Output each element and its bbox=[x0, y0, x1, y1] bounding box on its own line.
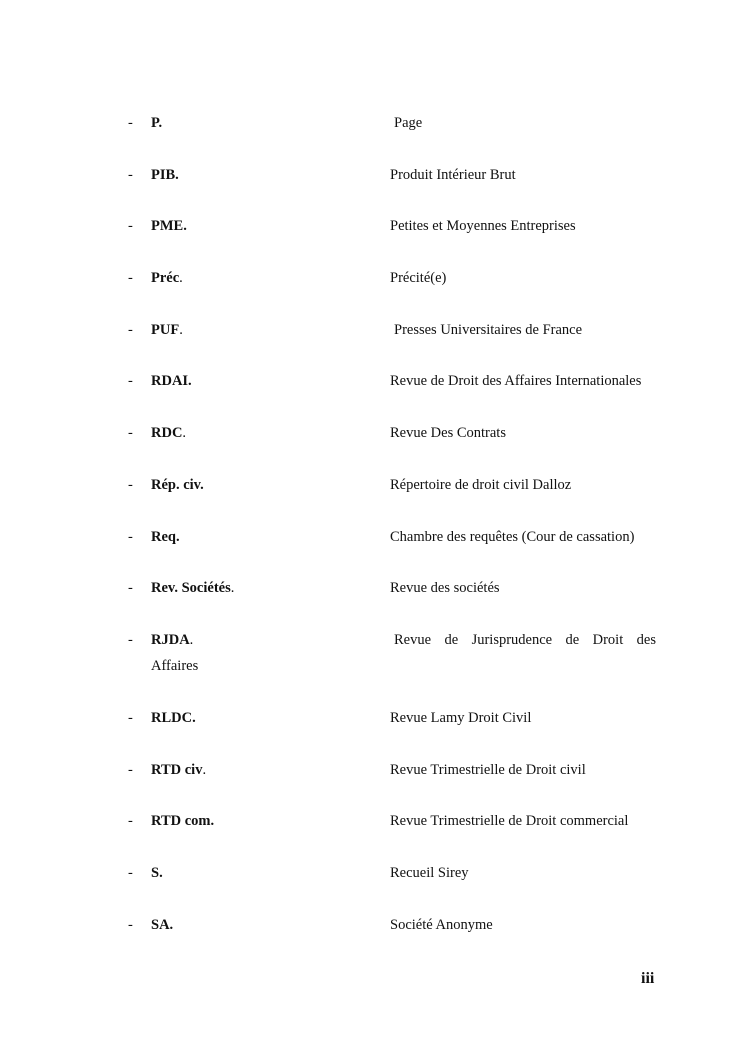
abbreviation bbox=[151, 110, 162, 136]
abbreviation bbox=[151, 472, 204, 498]
list-dash: - bbox=[128, 270, 133, 286]
abbreviation-definition: Page bbox=[394, 115, 423, 131]
abbreviation-definition: Revue de Jurisprudence de Droit des bbox=[394, 632, 656, 648]
list-dash: - bbox=[128, 115, 133, 131]
page-number: iii bbox=[641, 970, 655, 987]
abbreviation-term: RTD civ bbox=[151, 762, 203, 778]
abbreviation bbox=[151, 912, 173, 938]
abbreviation-term: Rev. Sociétés bbox=[151, 580, 231, 596]
abbreviation bbox=[151, 162, 179, 188]
abbreviation-definition: Répertoire de droit civil Dalloz bbox=[390, 477, 572, 493]
abbreviation-term: SA. bbox=[151, 917, 174, 933]
abbreviation-term: PUF bbox=[151, 322, 180, 338]
list-dash: - bbox=[128, 218, 133, 234]
list-dash: - bbox=[128, 813, 133, 829]
list-dash: - bbox=[128, 477, 133, 493]
abbreviation-term: RDAI. bbox=[151, 373, 192, 389]
abbreviation-term: RLDC. bbox=[151, 710, 196, 726]
abbreviation-definition: Revue de Droit des Affaires Internationales bbox=[390, 373, 642, 389]
abbreviation-suffix: . bbox=[179, 322, 183, 338]
list-dash: - bbox=[128, 762, 133, 778]
abbreviation bbox=[151, 213, 187, 239]
abbreviation-definition: Revue Lamy Droit Civil bbox=[390, 710, 532, 726]
list-dash: - bbox=[128, 425, 133, 441]
abbreviation-definition: Revue des sociétés bbox=[390, 580, 500, 596]
abbreviation-term: Rép. civ. bbox=[151, 477, 204, 493]
abbreviation-term: PME. bbox=[151, 218, 187, 234]
abbreviation-term: RDC bbox=[151, 425, 183, 441]
list-dash: - bbox=[128, 167, 133, 183]
abbreviation-suffix: . bbox=[182, 425, 187, 441]
abbreviation bbox=[151, 524, 180, 550]
abbreviation bbox=[151, 705, 196, 731]
abbreviation-term: S. bbox=[151, 865, 163, 881]
abbreviation-definition: Revue Trimestrielle de Droit commercial bbox=[390, 813, 629, 829]
abbreviation-term: Req. bbox=[151, 529, 180, 545]
abbreviation-term: P. bbox=[151, 115, 163, 131]
abbreviation-definition: Revue Des Contrats bbox=[390, 425, 506, 441]
list-dash: - bbox=[128, 917, 133, 933]
abbreviation-definition: Recueil Sirey bbox=[390, 865, 469, 881]
abbreviation-suffix: . bbox=[230, 580, 235, 596]
abbreviation-suffix: . bbox=[189, 632, 194, 648]
abbreviation-definition: Société Anonyme bbox=[390, 917, 493, 933]
list-dash: - bbox=[128, 710, 133, 726]
abbreviation-term: RTD com. bbox=[151, 813, 215, 829]
abbreviation-term: RJDA bbox=[151, 632, 190, 648]
abbreviation-suffix: . bbox=[202, 762, 207, 778]
abbreviation-definition: Produit Intérieur Brut bbox=[390, 167, 516, 183]
abbreviation bbox=[151, 575, 234, 601]
abbreviation bbox=[151, 265, 183, 291]
list-dash: - bbox=[128, 632, 133, 648]
abbreviation bbox=[151, 420, 186, 446]
abbreviation bbox=[151, 757, 206, 783]
abbreviation-definition: Précité(e) bbox=[390, 270, 447, 286]
abbreviation-definition: Presses Universitaires de France bbox=[394, 322, 583, 338]
abbreviation bbox=[151, 317, 183, 343]
list-dash: - bbox=[128, 865, 133, 881]
abbreviation bbox=[151, 368, 192, 394]
list-dash: - bbox=[128, 580, 133, 596]
definition-continuation: Affaires bbox=[151, 658, 199, 674]
abbreviation bbox=[151, 808, 214, 834]
abbreviation bbox=[151, 860, 163, 886]
abbreviation-term: PIB. bbox=[151, 167, 179, 183]
abbreviation-definition: Chambre des requêtes (Cour de cassation) bbox=[390, 529, 635, 545]
abbreviation bbox=[151, 627, 193, 653]
list-dash: - bbox=[128, 529, 133, 545]
list-dash: - bbox=[128, 322, 133, 338]
abbreviation-definition: Petites et Moyennes Entreprises bbox=[390, 218, 576, 234]
abbreviation-term: Préc bbox=[151, 270, 180, 286]
abbreviation-suffix: . bbox=[179, 270, 183, 286]
list-dash: - bbox=[128, 373, 133, 389]
abbreviation-definition: Revue Trimestrielle de Droit civil bbox=[390, 762, 586, 778]
